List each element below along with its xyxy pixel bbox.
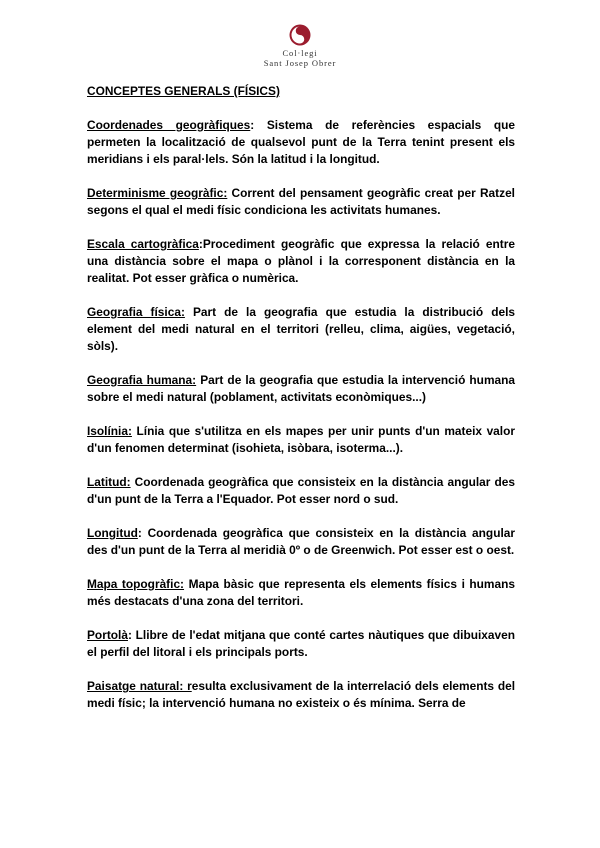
school-name-line2: Sant Josep Obrer — [263, 58, 337, 68]
entry-term: Paisatge natural: r — [87, 679, 192, 693]
entry-isolinia — [87, 423, 515, 457]
entry-latitud — [87, 474, 515, 508]
entry-definition: Llibre de l'edat mitjana que conté cartes nàutiques que dibuixaven el perfil del litoral i els principals ports. — [87, 628, 515, 659]
entry-definition: Procediment geogràfic que expressa la relació entre una distància sobre el mapa o plànol i la corresponent distància en la realitat. Pot esser gràfica o numèrica. — [87, 237, 515, 285]
entry-geografia-fisica — [87, 304, 515, 355]
document-title: CONCEPTES GENERALS (FÍSICS) — [87, 84, 280, 98]
entry-definition: Part de la geografia que estudia la distribució dels element del medi natural en el territori (relleu, clima, aigües, vegetació, sòls). — [87, 305, 515, 353]
entry-geografia-humana — [87, 372, 515, 406]
entry-term: Isolínia: — [87, 424, 132, 438]
entry-term: Determinisme geogràfic: — [87, 186, 228, 200]
entry-portola — [87, 627, 515, 661]
entry-term: Portolà — [87, 628, 128, 642]
entry-definition: Coordenada geogràfica que consisteix en la distància angular des d'un punt de la Terra a l'Equador. Pot esser nord o sud. — [87, 475, 515, 506]
entry-sep: : — [137, 526, 142, 540]
entry-mapa-topografic — [87, 576, 515, 610]
entry-sep: : — [198, 237, 203, 251]
entry-definition: Corrent del pensament geogràfic creat per Ratzel segons el qual el medi físic condiciona les activitats humanes. — [87, 186, 515, 217]
entry-definition: Coordenada geogràfica que consisteix en la distància angular des d'un punt de la Terra al meridià 0º o de Greenwich. Pot esser est o oest. — [87, 526, 515, 557]
entry-term: Coordenades geogràfiques — [87, 118, 251, 132]
entry-definition: Línia que s'utilitza en els mapes per unir punts d'un mateix valor d'un fenomen determinat (isohieta, isòbara, isoterma...). — [87, 424, 515, 455]
entry-definition: Part de la geografia que estudia la intervenció humana sobre el medi natural (poblament, activitats econòmiques...) — [87, 373, 516, 404]
entry-term: Mapa topogràfic: — [87, 577, 185, 591]
entry-longitud — [87, 525, 515, 559]
school-name-line1: Col·legi — [282, 48, 318, 58]
entry-sep: : — [127, 628, 132, 642]
entry-term: Geografia física: — [87, 305, 185, 319]
entry-sep: : — [250, 118, 255, 132]
entry-term: Geografia humana: — [87, 373, 197, 387]
document-body — [87, 83, 515, 729]
school-logo — [0, 24, 600, 68]
entry-term: Latitud: — [87, 475, 131, 489]
entry-paisatge-natural — [87, 678, 515, 712]
entry-term: Longitud — [87, 526, 138, 540]
entry-definition: Sistema de referències espacials que permeten la localització de qualsevol punt de la Terra tenint present els meridians i els paral·lels. Són la latitud i la longitud. — [87, 118, 515, 166]
entry-determinisme — [87, 185, 515, 219]
entry-definition: Mapa bàsic que representa els elements físics i humans més destacats d'una zona del territori. — [87, 577, 515, 608]
entry-coordenades — [87, 117, 515, 168]
school-emblem-icon — [289, 24, 311, 46]
entry-term: Escala cartogràfica — [87, 237, 199, 251]
entry-definition: esulta exclusivament de la interrelació dels elements del medi físic; la intervenció humana no existeix o és mínima. Serra de — [87, 679, 516, 710]
entry-escala — [87, 236, 515, 287]
